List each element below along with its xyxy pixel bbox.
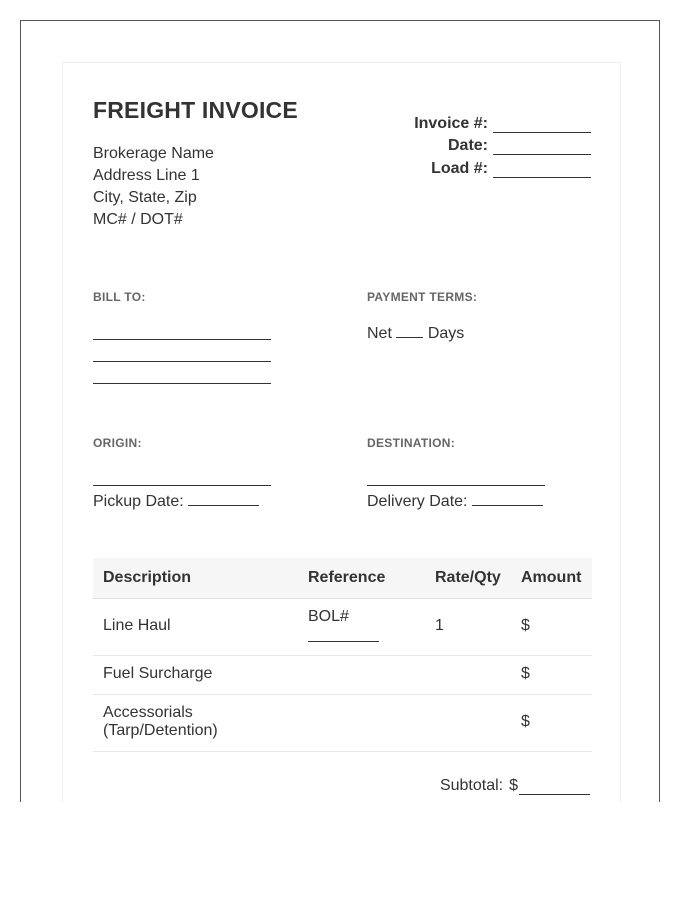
date-row xyxy=(371,133,591,156)
table-header xyxy=(93,558,592,599)
row-reference xyxy=(308,608,349,626)
date-label: Date: xyxy=(447,137,488,154)
payment-terms-label: PAYMENT TERMS: xyxy=(367,290,478,304)
brokerage-city-state-zip: City, State, Zip xyxy=(93,189,197,206)
net-days-blank[interactable] xyxy=(396,323,423,338)
bill-to-label: BILL TO: xyxy=(93,290,146,304)
destination-line[interactable] xyxy=(367,485,545,486)
brokerage-address-line-1: Address Line 1 xyxy=(93,167,200,184)
origin-label: ORIGIN: xyxy=(93,436,142,450)
table-row xyxy=(93,655,592,695)
brokerage-name: Brokerage Name xyxy=(93,145,214,162)
table-row xyxy=(93,694,592,752)
row-description-line-1: Accessorials xyxy=(103,704,193,721)
invoice-meta xyxy=(371,110,591,178)
net-prefix: Net xyxy=(367,325,392,342)
days-suffix: Days xyxy=(427,325,465,342)
subtotal-row xyxy=(440,777,590,795)
row-amount: $ xyxy=(521,665,530,682)
load-number-label: Load #: xyxy=(431,159,488,177)
delivery-date-label: Delivery Date: xyxy=(367,493,468,510)
invoice-sheet xyxy=(62,62,621,802)
table-row xyxy=(93,598,592,656)
row-description: Line Haul xyxy=(103,617,171,634)
row-description-line-2: (Tarp/Detention) xyxy=(103,722,218,739)
invoice-number-label: Invoice #: xyxy=(414,114,488,132)
header-rate-qty: Rate/Qty xyxy=(435,569,501,586)
invoice-number-blank[interactable] xyxy=(493,117,591,133)
page-frame xyxy=(20,20,660,802)
load-number-blank[interactable] xyxy=(493,162,591,178)
row-amount: $ xyxy=(521,713,530,730)
payment-terms-value xyxy=(367,323,464,343)
bol-blank[interactable] xyxy=(308,641,379,642)
row-description: Fuel Surcharge xyxy=(103,665,213,682)
row-rate-qty: 1 xyxy=(435,617,444,634)
header-amount: Amount xyxy=(521,569,582,586)
origin-line[interactable] xyxy=(93,485,271,486)
delivery-date-row xyxy=(367,491,543,511)
delivery-date-blank[interactable] xyxy=(472,491,543,506)
invoice-number-row xyxy=(371,110,591,133)
header-description: Description xyxy=(103,569,192,586)
subtotal-label: Subtotal: xyxy=(439,777,504,794)
row-amount: $ xyxy=(521,617,530,634)
load-number-row xyxy=(371,155,591,178)
bill-to-line-2[interactable] xyxy=(93,361,271,362)
date-blank[interactable] xyxy=(493,139,591,155)
pickup-date-blank[interactable] xyxy=(188,491,259,506)
bol-label: BOL# xyxy=(308,608,349,625)
destination-label: DESTINATION: xyxy=(367,436,456,450)
header-reference: Reference xyxy=(308,569,386,586)
subtotal-currency: $ xyxy=(509,777,518,794)
pickup-date-label: Pickup Date: xyxy=(93,493,184,510)
bill-to-line-1[interactable] xyxy=(93,339,271,340)
invoice-title: FREIGHT INVOICE xyxy=(93,97,298,123)
subtotal-blank[interactable] xyxy=(519,780,590,795)
bill-to-line-3[interactable] xyxy=(93,383,271,384)
pickup-date-row xyxy=(93,491,259,511)
brokerage-mc-dot: MC# / DOT# xyxy=(93,211,183,228)
row-description xyxy=(103,704,218,740)
